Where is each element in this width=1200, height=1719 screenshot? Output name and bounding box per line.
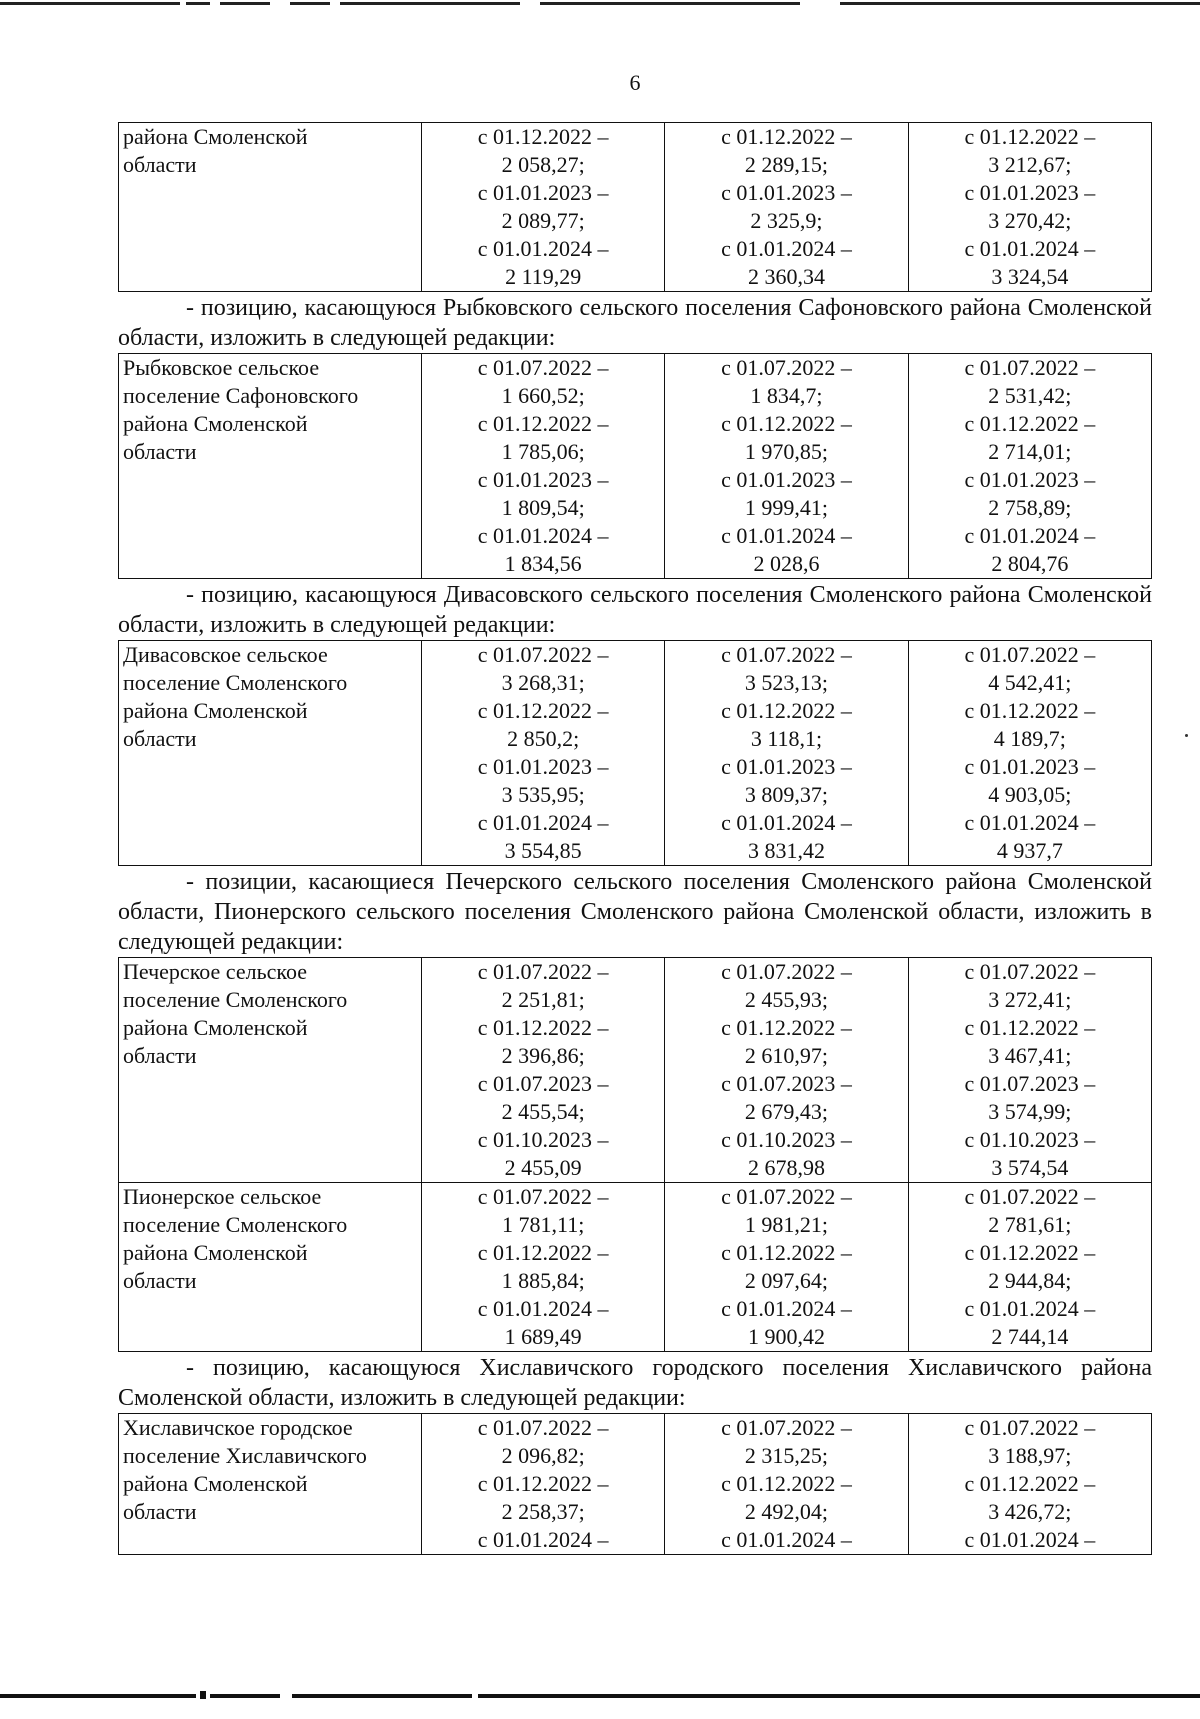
effective-date-line: с 01.01.2024 – [477,1296,609,1321]
tariff-value-line: 3 809,37; [744,782,829,807]
effective-date-line: с 01.01.2023 – [721,754,852,779]
table-row [119,1414,1152,1555]
tariff-value-line: 2 492,04; [744,1499,829,1524]
effective-date-line: с 01.01.2023 – [721,467,852,492]
table-row [119,354,1152,579]
amendment-paragraph: - позиции, касающиеся Печерского сельского поселения Смоленского района Смоленской области, Пионерского сельского поселения Смоленского района Смоленской области, изложить в следующей редакции: [118,869,1152,955]
effective-date-line: с 01.07.2022 – [721,1415,852,1440]
tariff-value-line: 2 396,86; [501,1043,585,1068]
effective-date-line: с 01.07.2022 – [477,959,609,984]
tariff-value-line: 2 744,14 [991,1324,1069,1349]
effective-date-line: с 01.12.2022 – [721,411,852,436]
tariff-value-line: 1 970,85; [744,439,829,464]
tariff-table [118,353,1152,579]
page-number: 6 [629,70,641,95]
tariff-value-cell [665,958,908,1183]
tariff-value-line: 3 324,54 [991,264,1069,289]
tariff-value-cell [665,1414,908,1555]
tariff-value-cell [908,958,1151,1183]
tariff-value-line: 2 058,27; [501,152,585,177]
tariff-value-line: 2 804,76 [991,551,1069,576]
tariff-table [118,1413,1152,1555]
tariff-value-line: 2 850,2; [507,726,580,751]
tariff-value-cell [908,1414,1151,1555]
effective-date-line: с 01.01.2023 – [964,467,1096,492]
settlement-name-line: района Смоленской [123,1015,308,1040]
effective-date-line: с 01.07.2023 – [964,1071,1096,1096]
effective-date-line: с 01.07.2022 – [477,1184,609,1209]
settlement-name-cell [119,958,422,1183]
tariff-value-cell [908,641,1151,866]
tariff-value-line: 2 679,43; [744,1099,829,1124]
tariff-value-line: 2 251,81; [501,987,585,1012]
effective-date-line: с 01.01.2024 – [721,810,852,835]
tariff-value-line: 1 999,41; [744,495,829,520]
effective-date-line: с 01.01.2023 – [964,180,1096,205]
effective-date-line: с 01.12.2022 – [477,1015,609,1040]
tariff-value-line: 2 610,97; [744,1043,829,1068]
effective-date-line: с 01.12.2022 – [721,698,852,723]
settlement-name-line: области [123,439,197,464]
effective-date-line: с 01.01.2024 – [721,1527,852,1552]
table-row [119,123,1152,292]
tariff-value-line: 2 360,34 [747,264,825,289]
effective-date-line: с 01.01.2023 – [477,754,609,779]
tariff-value-cell [422,641,665,866]
effective-date-line: с 01.07.2022 – [721,642,852,667]
tariff-value-cell [422,1414,665,1555]
tariff-value-line: 1 809,54; [501,495,585,520]
effective-date-line: с 01.12.2022 – [964,1240,1096,1265]
tariff-value-line: 3 831,42 [747,838,825,863]
tariff-value-cell [665,123,908,292]
effective-date-line: с 01.12.2022 – [477,698,609,723]
tariff-value-line: 2 315,25; [744,1443,829,1468]
effective-date-line: с 01.10.2023 – [477,1127,609,1152]
effective-date-line: с 01.01.2024 – [721,523,852,548]
tariff-table [118,122,1152,292]
tariff-value-line: 2 455,54; [501,1099,585,1124]
tariff-value-line: 3 268,31; [501,670,585,695]
scan-artifact-top [0,0,1200,8]
effective-date-line: с 01.12.2022 – [477,1471,609,1496]
scan-speck [1185,734,1188,737]
settlement-name-line: области [123,152,197,177]
effective-date-line: с 01.07.2022 – [964,1415,1096,1440]
effective-date-line: с 01.12.2022 – [477,1240,609,1265]
settlement-name-line: района Смоленской [123,1240,308,1265]
effective-date-line: с 01.07.2022 – [477,1415,609,1440]
effective-date-line: с 01.01.2024 – [964,1527,1096,1552]
settlement-name-line: Дивасовское сельское [123,642,328,667]
effective-date-line: с 01.01.2023 – [477,180,609,205]
tariff-value-line: 1 900,42 [747,1324,825,1349]
tariff-value-line: 2 097,64; [744,1268,829,1293]
tariff-value-line: 2 758,89; [988,495,1072,520]
effective-date-line: с 01.01.2023 – [721,180,852,205]
effective-date-line: с 01.01.2024 – [964,236,1096,261]
effective-date-line: с 01.01.2023 – [477,467,609,492]
tariff-value-line: 4 189,7; [993,726,1066,751]
settlement-name-line: поселение Смоленского [123,670,348,695]
tariff-value-line: 2 455,93; [744,987,829,1012]
settlement-name-cell [119,123,422,292]
tariff-table [118,957,1152,1352]
effective-date-line: с 01.12.2022 – [964,698,1096,723]
effective-date-line: с 01.12.2022 – [964,124,1096,149]
effective-date-line: с 01.12.2022 – [477,411,609,436]
tariff-value-line: 2 289,15; [744,152,829,177]
tariff-value-line: 3 574,99; [988,1099,1072,1124]
tariff-value-cell [908,123,1151,292]
settlement-name-line: поселение Хиславичского [123,1443,367,1468]
tariff-value-line: 3 535,95; [501,782,585,807]
settlement-name-line: поселение Сафоновского [123,383,359,408]
effective-date-line: с 01.07.2022 – [964,1184,1096,1209]
effective-date-line: с 01.07.2022 – [477,355,609,380]
settlement-name-line: области [123,726,197,751]
settlement-name-cell [119,1414,422,1555]
effective-date-line: с 01.12.2022 – [477,124,609,149]
effective-date-line: с 01.01.2024 – [964,810,1096,835]
settlement-name-line: района Смоленской [123,124,308,149]
tariff-value-line: 2 258,37; [501,1499,585,1524]
tariff-value-line: 2 325,9; [750,208,823,233]
settlement-name-line: Хиславичское городское [123,1415,353,1440]
effective-date-line: с 01.01.2024 – [477,1527,609,1552]
tariff-value-line: 2 944,84; [988,1268,1072,1293]
settlement-name-cell [119,354,422,579]
tariff-value-cell [422,354,665,579]
effective-date-line: с 01.01.2024 – [721,236,852,261]
table-row [119,1183,1152,1352]
effective-date-line: с 01.01.2024 – [964,1296,1096,1321]
settlement-name-cell [119,641,422,866]
tariff-value-cell [665,354,908,579]
tariff-value-line: 1 834,7; [750,383,823,408]
effective-date-line: с 01.07.2022 – [477,642,609,667]
tariff-value-line: 1 689,49 [504,1324,582,1349]
effective-date-line: с 01.12.2022 – [721,1015,852,1040]
effective-date-line: с 01.12.2022 – [964,1015,1096,1040]
tariff-value-line: 2 119,29 [505,264,582,289]
settlement-name-line: Пионерское сельское [123,1184,322,1209]
tariff-value-line: 3 188,97; [988,1443,1072,1468]
settlement-name-line: области [123,1043,197,1068]
effective-date-line: с 01.01.2024 – [477,810,609,835]
tariff-value-cell [665,1183,908,1352]
tariff-value-line: 3 272,41; [988,987,1072,1012]
tariff-value-cell [908,354,1151,579]
effective-date-line: с 01.01.2023 – [964,754,1096,779]
tariff-value-line: 4 903,05; [988,782,1072,807]
effective-date-line: с 01.07.2023 – [721,1071,852,1096]
tariff-value-cell [422,1183,665,1352]
tariff-value-line: 2 089,77; [501,208,585,233]
effective-date-line: с 01.12.2022 – [721,124,852,149]
tariff-value-line: 1 885,84; [501,1268,585,1293]
effective-date-line: с 01.12.2022 – [721,1240,852,1265]
tariff-value-line: 1 781,11; [502,1212,585,1237]
effective-date-line: с 01.07.2022 – [964,642,1096,667]
table-row [119,958,1152,1183]
effective-date-line: с 01.01.2024 – [964,523,1096,548]
effective-date-line: с 01.07.2022 – [721,355,852,380]
settlement-name-line: области [123,1268,197,1293]
settlement-name-line: района Смоленской [123,411,308,436]
tariff-value-line: 3 426,72; [988,1499,1072,1524]
settlement-name-line: Рыбковское сельское [123,355,320,380]
tariff-value-line: 3 118,1; [750,726,823,751]
settlement-name-line: поселение Смоленского [123,987,348,1012]
settlement-name-line: Печерское сельское [123,959,307,984]
effective-date-line: с 01.10.2023 – [721,1127,852,1152]
settlement-name-line: поселение Смоленского [123,1212,348,1237]
tariff-table [118,640,1152,866]
tariff-value-cell [665,641,908,866]
amendment-paragraph: - позицию, касающуюся Рыбковского сельского поселения Сафоновского района Смоленской области, изложить в следующей редакции: [118,295,1152,351]
amendment-paragraph: - позицию, касающуюся Дивасовского сельского поселения Смоленского района Смоленской области, изложить в следующей редакции: [118,582,1152,638]
effective-date-line: с 01.07.2023 – [477,1071,609,1096]
tariff-value-line: 2 531,42; [988,383,1072,408]
effective-date-line: с 01.01.2024 – [477,236,609,261]
tariff-value-line: 3 574,54 [991,1155,1069,1180]
tariff-value-line: 1 785,06; [501,439,585,464]
tariff-value-line: 2 455,09 [504,1155,582,1180]
tariff-value-line: 1 981,21; [744,1212,829,1237]
effective-date-line: с 01.07.2022 – [964,959,1096,984]
effective-date-line: с 01.12.2022 – [721,1471,852,1496]
tariff-value-cell [908,1183,1151,1352]
tariff-value-line: 2 678,98 [747,1155,825,1180]
tariff-value-line: 3 554,85 [504,838,582,863]
tariff-value-line: 3 523,13; [744,670,829,695]
effective-date-line: с 01.10.2023 – [964,1127,1096,1152]
amendment-paragraph: - позицию, касающуюся Хиславичского городского поселения Хиславичского района Смоленской области, изложить в следующей редакции: [118,1355,1152,1411]
settlement-name-line: района Смоленской [123,698,308,723]
effective-date-line: с 01.07.2022 – [964,355,1096,380]
effective-date-line: с 01.12.2022 – [964,411,1096,436]
effective-date-line: с 01.07.2022 – [721,959,852,984]
settlement-name-line: района Смоленской [123,1471,308,1496]
tariff-value-line: 2 028,6 [753,551,820,576]
settlement-name-line: области [123,1499,197,1524]
tariff-value-line: 1 834,56 [504,551,582,576]
tariff-value-line: 3 270,42; [988,208,1072,233]
document-body [118,122,1152,1555]
tariff-value-line: 3 467,41; [988,1043,1072,1068]
tariff-value-line: 1 660,52; [501,383,585,408]
tariff-value-cell [422,958,665,1183]
tariff-value-line: 2 714,01; [988,439,1072,464]
effective-date-line: с 01.01.2024 – [477,523,609,548]
effective-date-line: с 01.12.2022 – [964,1471,1096,1496]
tariff-value-line: 3 212,67; [988,152,1072,177]
effective-date-line: с 01.01.2024 – [721,1296,852,1321]
table-row [119,641,1152,866]
tariff-value-line: 4 937,7 [996,838,1063,863]
effective-date-line: с 01.07.2022 – [721,1184,852,1209]
tariff-value-line: 2 781,61; [988,1212,1072,1237]
scan-artifact-bottom [0,1691,1200,1701]
tariff-value-cell [422,123,665,292]
settlement-name-cell [119,1183,422,1352]
tariff-value-line: 2 096,82; [501,1443,585,1468]
tariff-value-line: 4 542,41; [988,670,1072,695]
